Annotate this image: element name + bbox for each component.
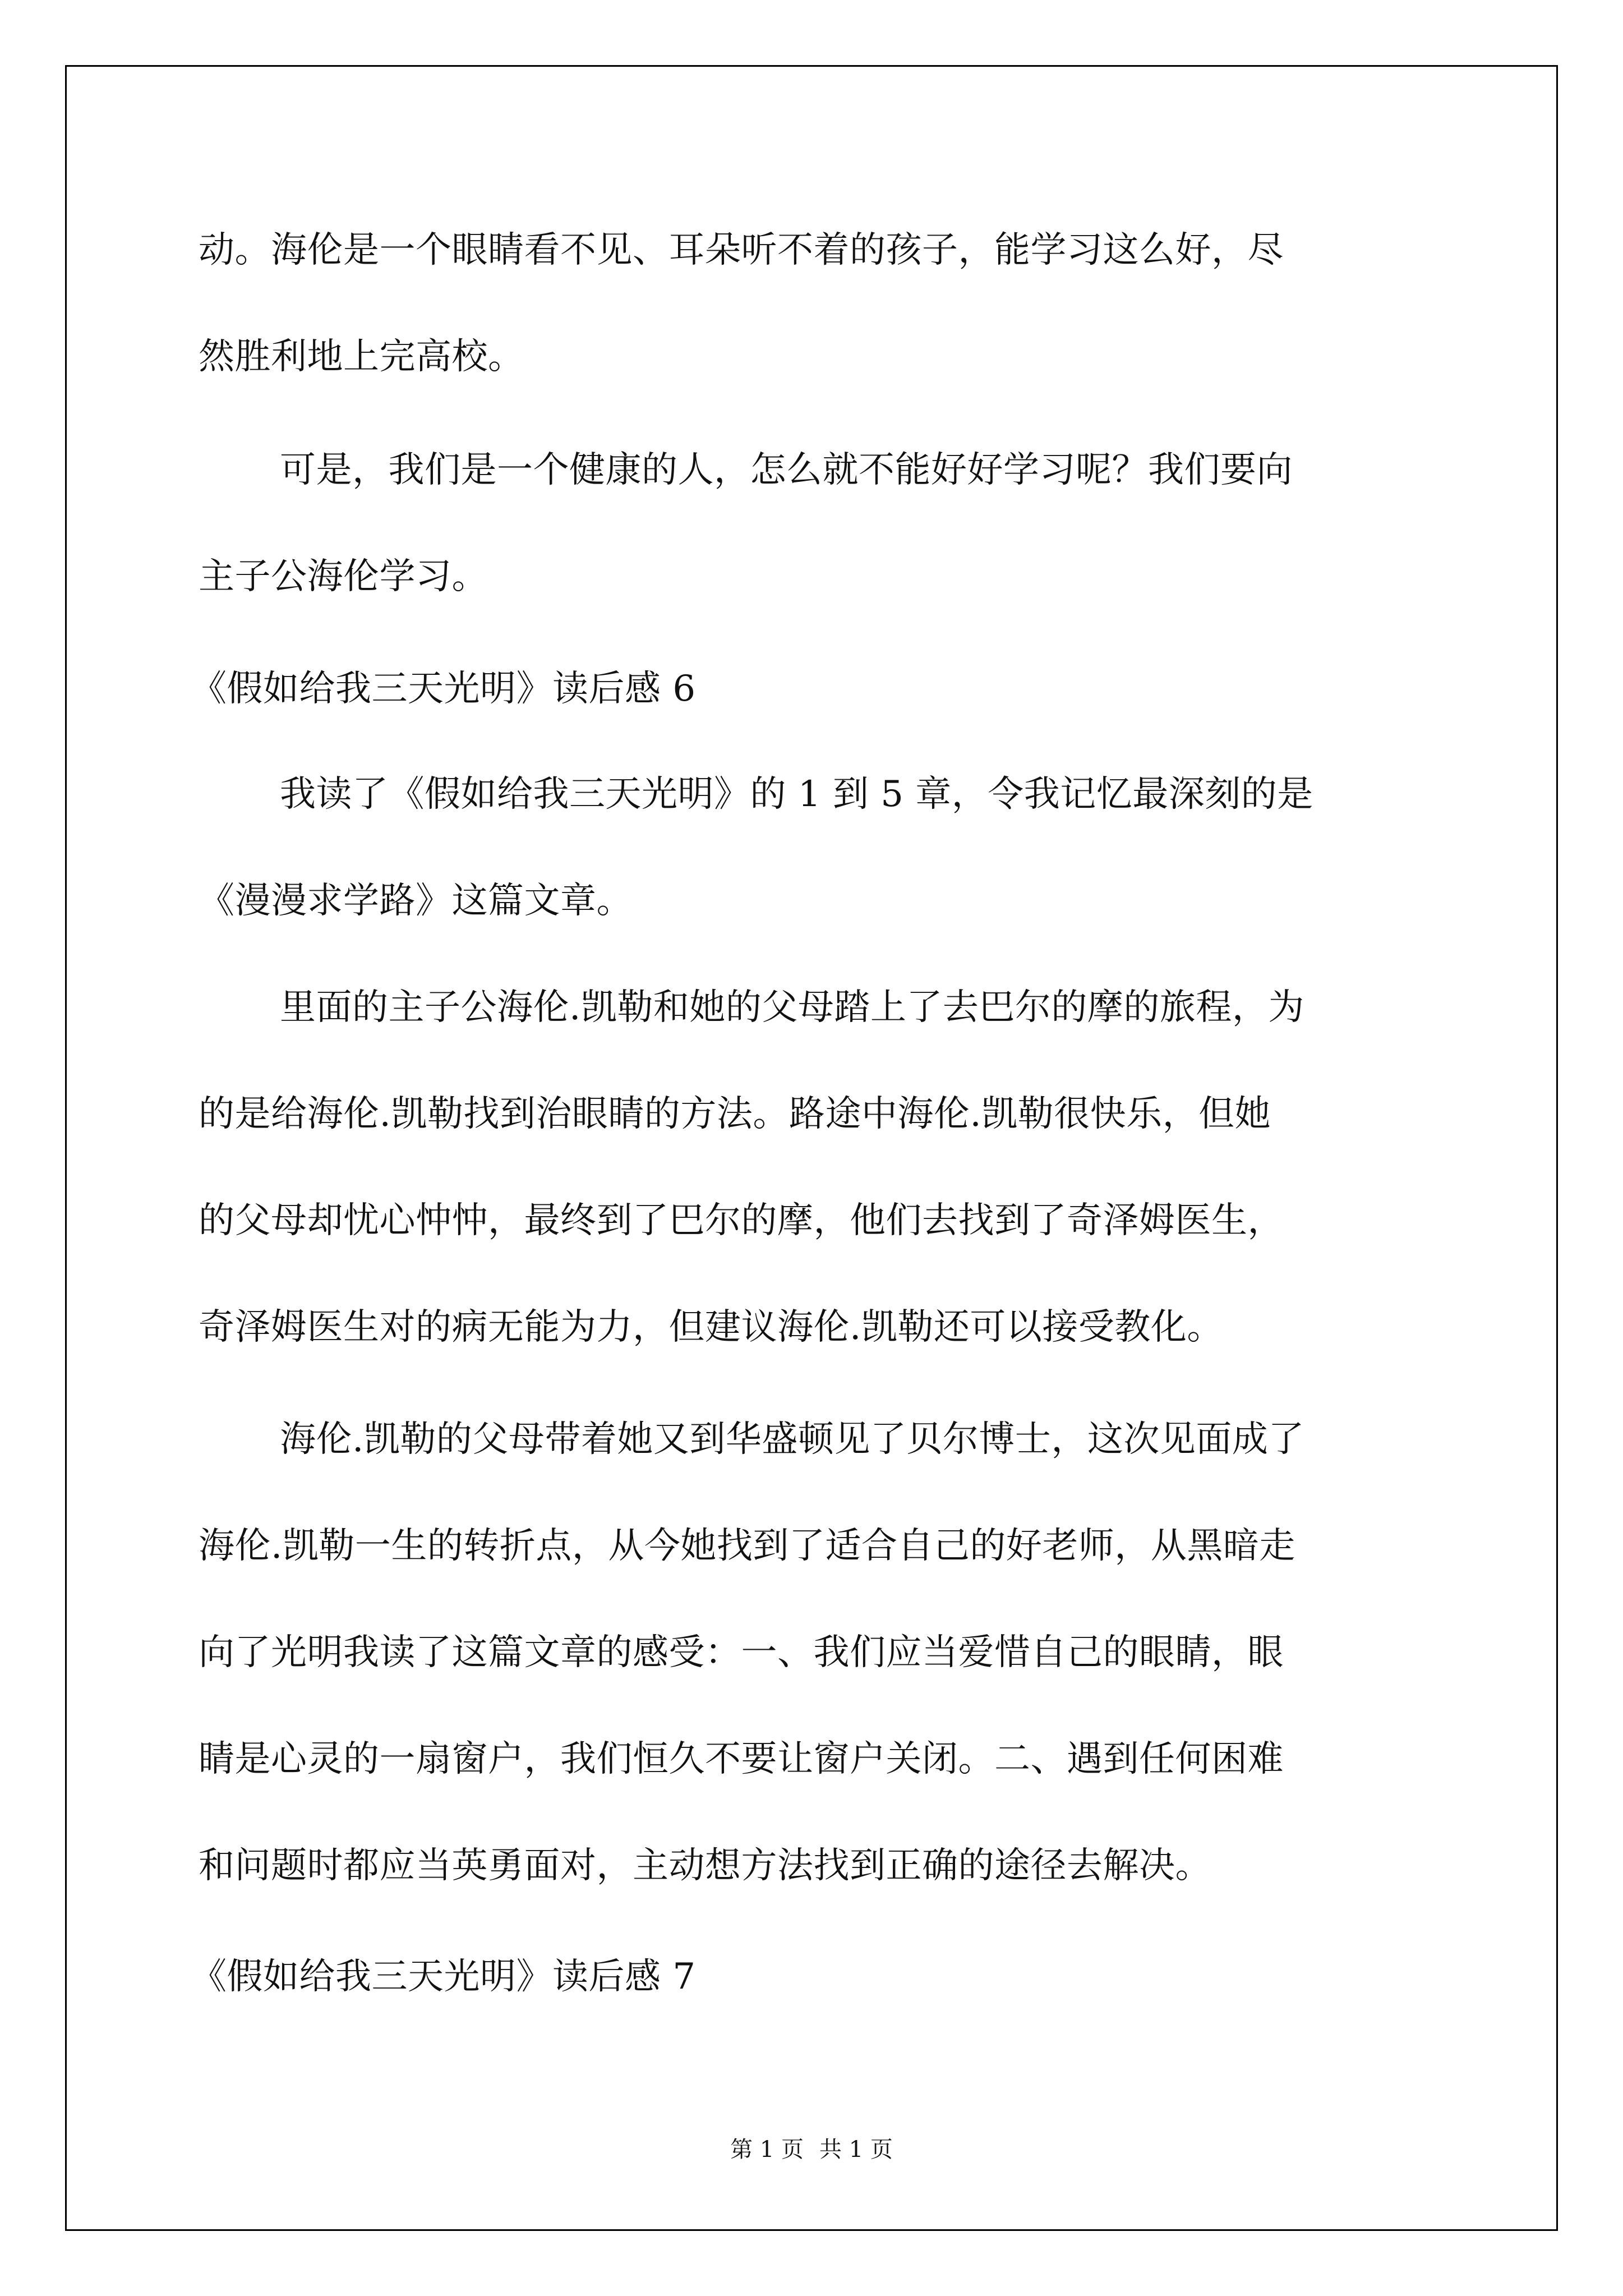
text-line: 奇泽姆医生对的病无能为力，但建议海伦.凯勒还可以接受教化。 [199, 1306, 1223, 1348]
text-line: 海伦.凯勒一生的转折点，从今她找到了适合自己的好老师，从黑暗走 [199, 1525, 1295, 1567]
text-line: 然胜利地上完高校。 [199, 336, 524, 378]
text-line: 和问题时都应当英勇面对，主动想方法找到正确的途径去解决。 [199, 1845, 1211, 1887]
text-line: 动。海伦是一个眼睛看不见、耳朵听不着的孩子，能学习这么好，尽 [199, 229, 1284, 271]
text-line: 主子公海伦学习。 [199, 556, 488, 597]
text-line: 里面的主子公海伦.凯勒和她的父母踏上了去巴尔的摩的旅程，为 [280, 987, 1304, 1028]
section-heading: 《假如给我三天光明》读后感 6 [191, 668, 696, 710]
page-footer [0, 2132, 1623, 2164]
text-line: 可是，我们是一个健康的人，怎么就不能好好学习呢？我们要向 [280, 449, 1293, 491]
text-line: 的是给海伦.凯勒找到治眼睛的方法。路途中海伦.凯勒很快乐，但她 [199, 1093, 1271, 1135]
text-line: 《漫漫求学路》这篇文章。 [199, 880, 633, 922]
text-line: 的父母却忧心忡忡，最终到了巴尔的摩，他们去找到了奇泽姆医生， [199, 1200, 1284, 1241]
page-count: 共 1 页 [819, 2137, 893, 2162]
text-line: 我读了《假如给我三天光明》的 1 到 5 章，令我记忆最深刻的是 [280, 774, 1313, 815]
page-border [65, 65, 1558, 2231]
page-number: 第 1 页 [730, 2137, 804, 2162]
text-line: 海伦.凯勒的父母带着她又到华盛顿见了贝尔博士，这次见面成了 [280, 1419, 1304, 1460]
text-line: 向了光明我读了这篇文章的感受：一、我们应当爱惜自己的眼睛，眼 [199, 1632, 1284, 1673]
section-heading: 《假如给我三天光明》读后感 7 [191, 1956, 696, 1998]
text-line: 睛是心灵的一扇窗户，我们恒久不要让窗户关闭。二、遇到任何困难 [199, 1738, 1284, 1780]
